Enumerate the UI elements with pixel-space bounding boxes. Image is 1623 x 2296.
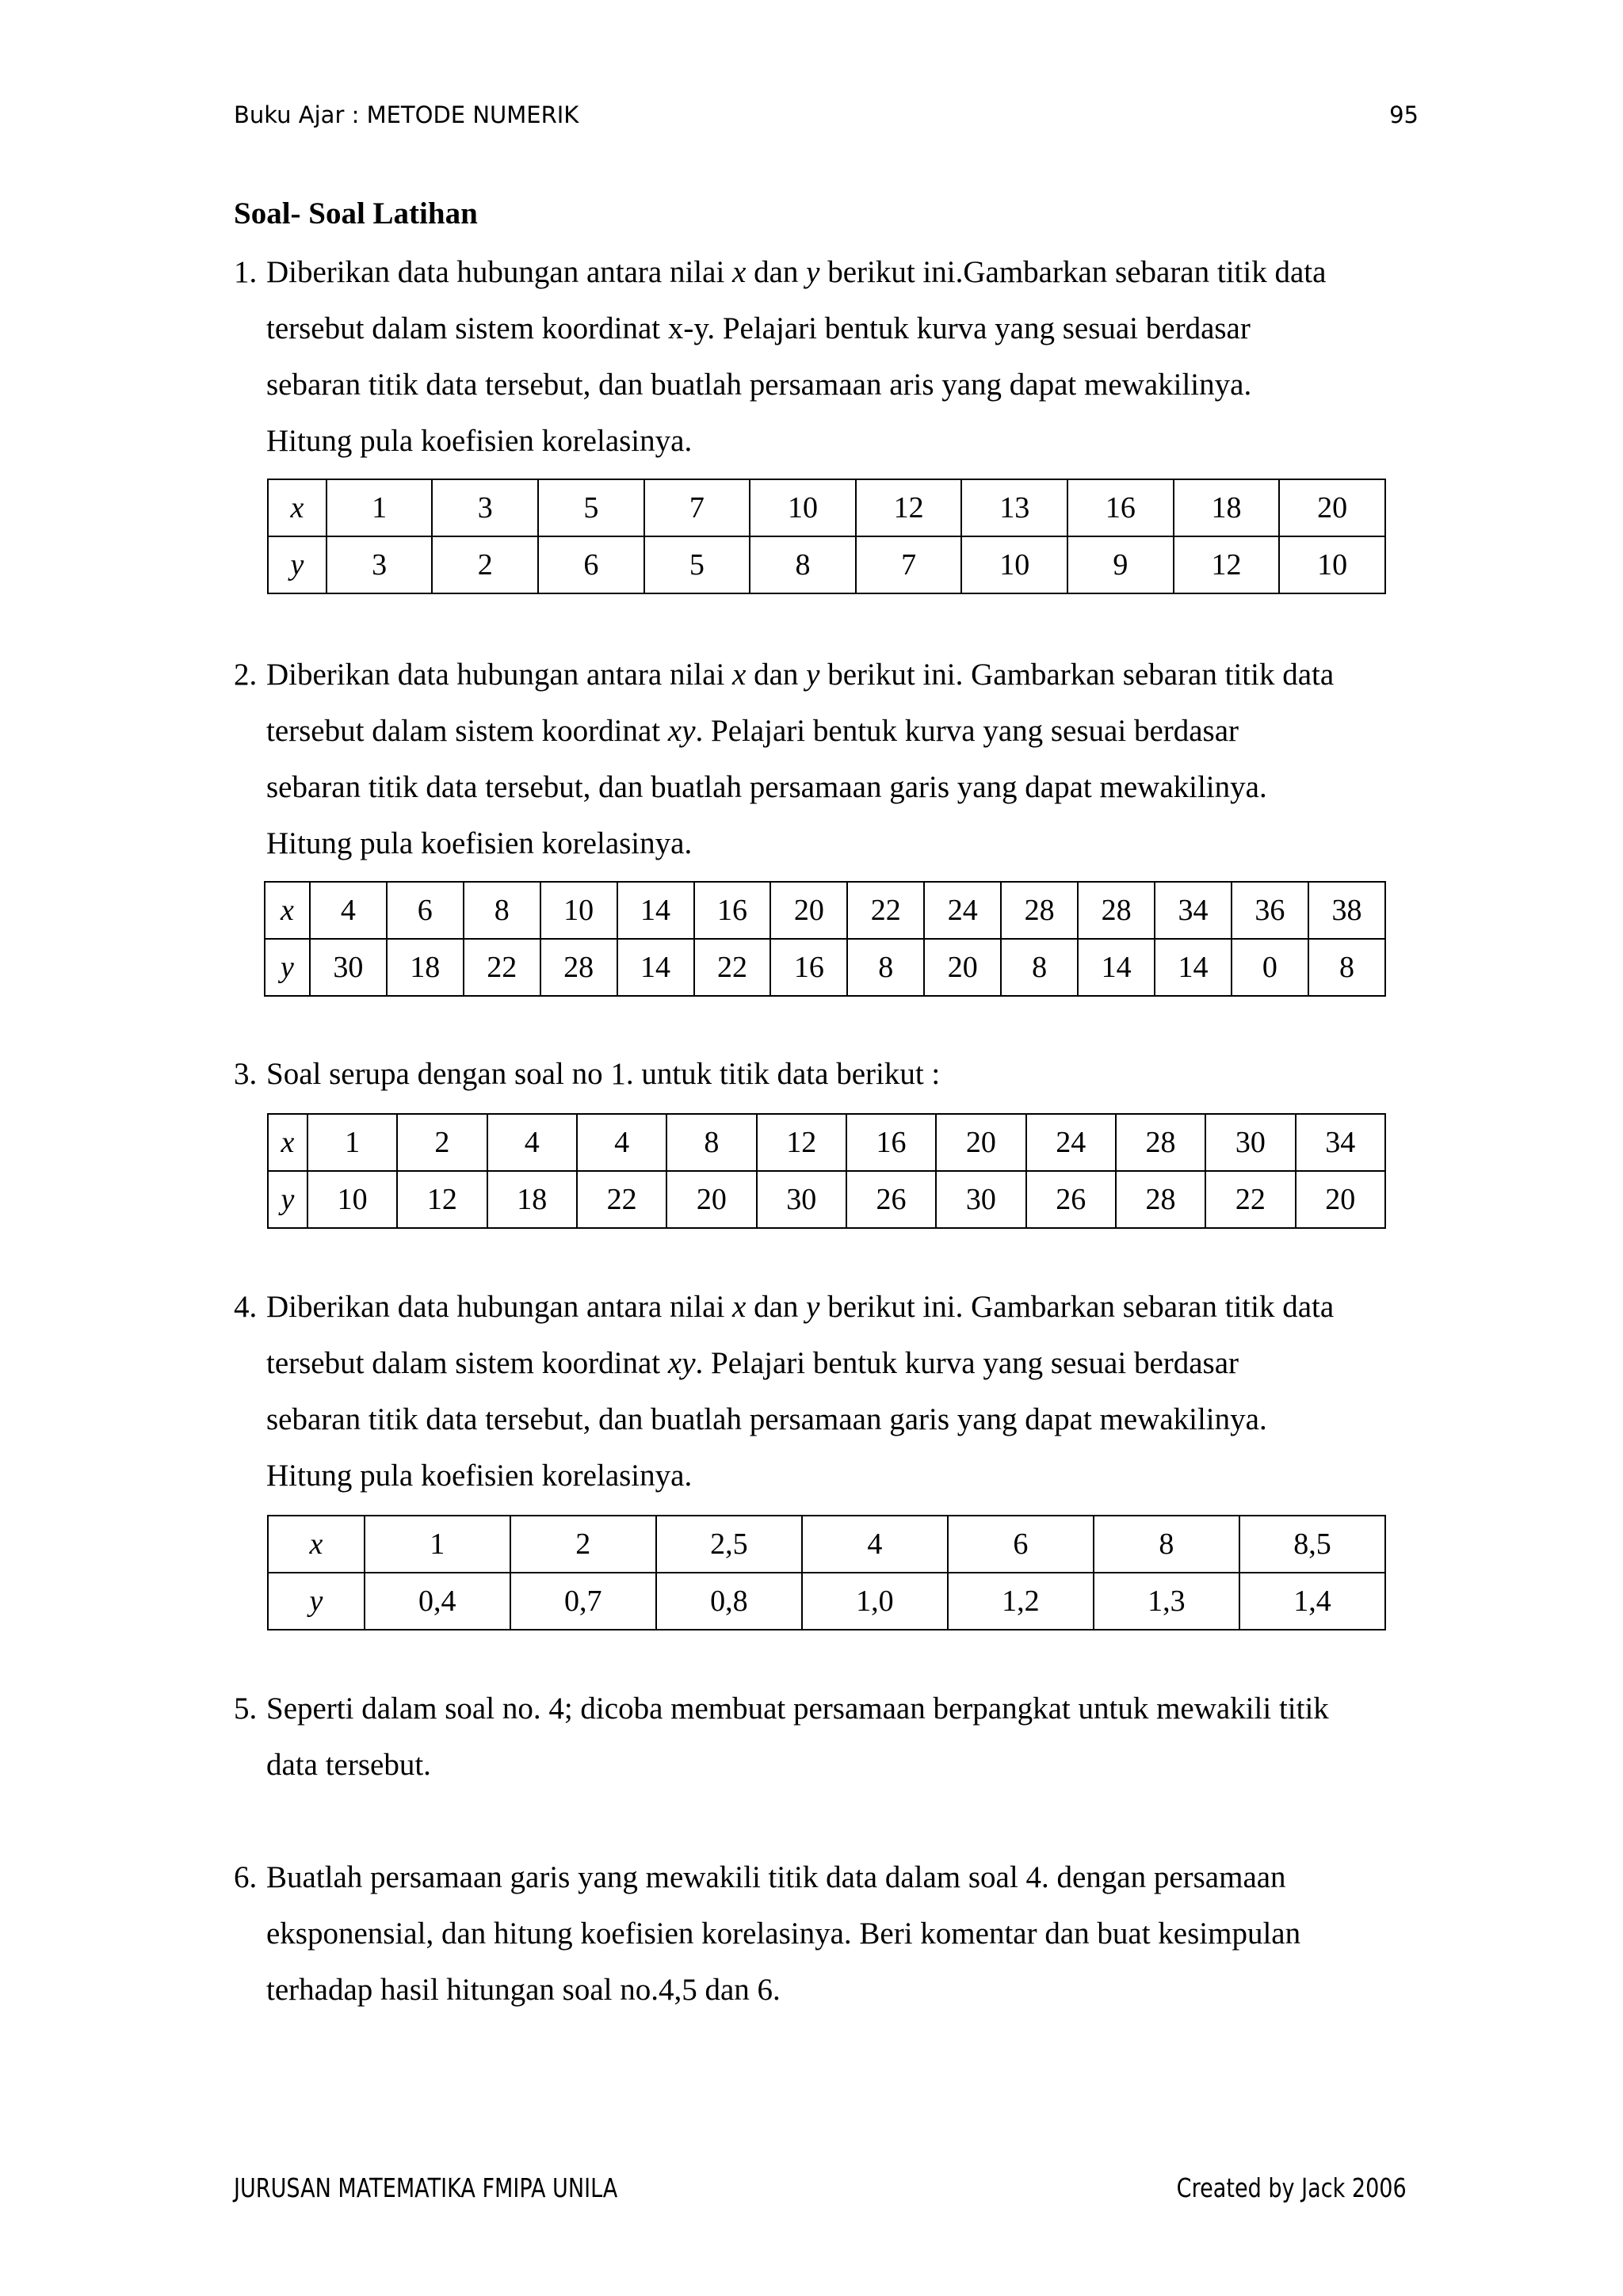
table-cell: 34 (1296, 1114, 1385, 1171)
table-cell: 12 (397, 1171, 487, 1228)
table-cell: 24 (924, 882, 1001, 939)
table-cell: 1,3 (1094, 1573, 1239, 1630)
table-cell: 6 (948, 1516, 1094, 1573)
question-number: 6. (234, 1860, 258, 1894)
table-cell: 18 (487, 1171, 577, 1228)
table-cell: 20 (1279, 479, 1385, 536)
data-table-q3 (267, 1113, 1386, 1229)
table-cell: 10 (961, 536, 1067, 593)
table-cell: 1,4 (1239, 1573, 1385, 1630)
table-cell: 22 (847, 882, 924, 939)
table-cell: 8 (464, 882, 540, 939)
question-line: tersebut dalam sistem koordinat xy. Pelajari bentuk kurva yang sesuai berdasar (266, 1346, 1239, 1380)
table-cell: 30 (1205, 1114, 1295, 1171)
table-cell: 13 (961, 479, 1067, 536)
table-cell: 1 (327, 479, 433, 536)
question-number: 4. (234, 1290, 258, 1324)
question-line: Diberikan data hubungan antara nilai x dan y berikut ini. Gambarkan sebaran titik data (266, 1290, 1335, 1324)
table-cell: 22 (694, 939, 771, 996)
table-header-cell: x (268, 1114, 307, 1171)
table-cell: 14 (1155, 939, 1232, 996)
table-cell: 18 (1174, 479, 1280, 536)
table-cell: 10 (1279, 536, 1385, 593)
table-cell: 0,4 (365, 1573, 510, 1630)
table-cell: 30 (936, 1171, 1025, 1228)
question-line: Hitung pula koefisien korelasinya. (266, 424, 693, 458)
table-cell: 30 (310, 939, 387, 996)
question-number: 3. (234, 1057, 258, 1091)
table-cell: 4 (310, 882, 387, 939)
table-cell: 20 (770, 882, 847, 939)
table-cell: 8 (750, 536, 856, 593)
question-1 (234, 244, 1423, 469)
table-cell: 10 (750, 479, 856, 536)
table-cell: 34 (1155, 882, 1232, 939)
table-cell: 8,5 (1239, 1516, 1385, 1573)
table-cell: 22 (1205, 1171, 1295, 1228)
table-cell: 14 (617, 939, 694, 996)
question-line: Soal serupa dengan soal no 1. untuk titik data berikut : (266, 1057, 941, 1091)
table-cell: 12 (856, 479, 962, 536)
table-cell: 14 (1078, 939, 1155, 996)
table-cell: 3 (432, 479, 538, 536)
table-cell: 28 (1078, 882, 1155, 939)
table-cell: 1 (365, 1516, 510, 1573)
page-number: 95 (1389, 101, 1419, 128)
table-cell: 38 (1308, 882, 1385, 939)
table-cell: 7 (856, 536, 962, 593)
table-row-y (268, 536, 1385, 593)
table-cell: 5 (644, 536, 750, 593)
question-line: sebaran titik data tersebut, dan buatlah persamaan garis yang dapat mewakilinya. (266, 770, 1267, 804)
table-header-cell: x (265, 882, 310, 939)
table-cell: 26 (846, 1171, 936, 1228)
table-cell: 4 (802, 1516, 948, 1573)
table-cell: 28 (540, 939, 617, 996)
table-cell: 22 (577, 1171, 666, 1228)
table-cell: 36 (1232, 882, 1308, 939)
table-cell: 28 (1116, 1114, 1205, 1171)
table-cell: 2,5 (656, 1516, 802, 1573)
table-cell: 5 (538, 479, 644, 536)
table-cell: 16 (1067, 479, 1174, 536)
table-cell: 18 (387, 939, 464, 996)
question-3 (234, 1046, 1423, 1102)
question-line: Seperti dalam soal no. 4; dicoba membuat persamaan berpangkat untuk mewakili titik (266, 1691, 1329, 1726)
question-line: Diberikan data hubungan antara nilai x dan y berikut ini.Gambarkan sebaran titik data (266, 255, 1327, 289)
table-cell: 12 (757, 1114, 846, 1171)
table-cell: 8 (1001, 939, 1078, 996)
table-header-cell: y (268, 536, 327, 593)
question-line: Buatlah persamaan garis yang mewakili titik data dalam soal 4. dengan persamaan (266, 1860, 1286, 1894)
table-cell: 1 (307, 1114, 397, 1171)
question-5 (234, 1680, 1423, 1793)
question-line: Hitung pula koefisien korelasinya. (266, 826, 693, 860)
table-cell: 8 (1308, 939, 1385, 996)
table-cell: 20 (936, 1114, 1025, 1171)
table-cell: 10 (307, 1171, 397, 1228)
table-cell: 30 (757, 1171, 846, 1228)
table-cell: 9 (1067, 536, 1174, 593)
table-row-y (268, 1573, 1385, 1630)
table-cell: 0,7 (510, 1573, 656, 1630)
question-line: eksponensial, dan hitung koefisien korelasinya. Beri komentar dan buat kesimpulan (266, 1917, 1301, 1951)
table-cell: 1,2 (948, 1573, 1094, 1630)
table-cell: 4 (577, 1114, 666, 1171)
table-cell: 6 (538, 536, 644, 593)
table-cell: 26 (1026, 1171, 1116, 1228)
table-cell: 8 (847, 939, 924, 996)
table-header-cell: x (268, 1516, 365, 1573)
table-cell: 20 (924, 939, 1001, 996)
table-row-y (268, 1171, 1385, 1228)
table-row-x (268, 479, 1385, 536)
table-cell: 8 (1094, 1516, 1239, 1573)
table-cell: 4 (487, 1114, 577, 1171)
question-line: Diberikan data hubungan antara nilai x dan y berikut ini. Gambarkan sebaran titik data (266, 658, 1335, 692)
table-row-x (268, 1516, 1385, 1573)
table-cell: 20 (1296, 1171, 1385, 1228)
table-cell: 0,8 (656, 1573, 802, 1630)
question-2 (234, 646, 1423, 871)
table-row-x (268, 1114, 1385, 1171)
table-cell: 10 (540, 882, 617, 939)
question-line: terhadap hasil hitungan soal no.4,5 dan 6. (266, 1973, 781, 2007)
table-cell: 2 (397, 1114, 487, 1171)
question-line: sebaran titik data tersebut, dan buatlah persamaan aris yang dapat mewakilinya. (266, 368, 1252, 402)
table-cell: 2 (432, 536, 538, 593)
table-row-x (265, 882, 1385, 939)
table-cell: 3 (327, 536, 433, 593)
table-row-y (265, 939, 1385, 996)
question-line: tersebut dalam sistem koordinat xy. Pelajari bentuk kurva yang sesuai berdasar (266, 714, 1239, 748)
table-cell: 7 (644, 479, 750, 536)
data-table-q2 (264, 881, 1386, 997)
page-header (234, 101, 1419, 133)
data-table-q4 (267, 1515, 1386, 1630)
table-cell: 14 (617, 882, 694, 939)
section-title: Soal- Soal Latihan (234, 196, 478, 231)
question-6 (234, 1849, 1423, 2018)
table-header-cell: y (268, 1171, 307, 1228)
table-cell: 28 (1001, 882, 1078, 939)
table-header-cell: x (268, 479, 327, 536)
data-table-q1 (267, 479, 1386, 594)
header-book-title: Buku Ajar : METODE NUMERIK (234, 101, 579, 128)
question-number: 5. (234, 1691, 258, 1726)
table-cell: 16 (846, 1114, 936, 1171)
question-4 (234, 1279, 1423, 1504)
table-cell: 2 (510, 1516, 656, 1573)
question-number: 1. (234, 255, 258, 289)
table-cell: 12 (1174, 536, 1280, 593)
footer-department: JURUSAN MATEMATIKA FMIPA UNILA (234, 2172, 618, 2203)
page-footer (234, 2172, 1407, 2212)
table-cell: 6 (387, 882, 464, 939)
table-cell: 28 (1116, 1171, 1205, 1228)
table-cell: 0 (1232, 939, 1308, 996)
table-cell: 8 (666, 1114, 756, 1171)
table-header-cell: y (265, 939, 310, 996)
question-line: tersebut dalam sistem koordinat x-y. Pelajari bentuk kurva yang sesuai berdasar (266, 311, 1251, 345)
question-line: data tersebut. (266, 1748, 431, 1782)
table-cell: 24 (1026, 1114, 1116, 1171)
table-cell: 20 (666, 1171, 756, 1228)
table-cell: 16 (694, 882, 771, 939)
table-cell: 16 (770, 939, 847, 996)
table-cell: 22 (464, 939, 540, 996)
question-line: Hitung pula koefisien korelasinya. (266, 1459, 693, 1493)
question-line: sebaran titik data tersebut, dan buatlah persamaan garis yang dapat mewakilinya. (266, 1402, 1267, 1436)
footer-credit: Created by Jack 2006 (1176, 2172, 1407, 2203)
question-number: 2. (234, 658, 258, 692)
table-cell: 1,0 (802, 1573, 948, 1630)
table-header-cell: y (268, 1573, 365, 1630)
